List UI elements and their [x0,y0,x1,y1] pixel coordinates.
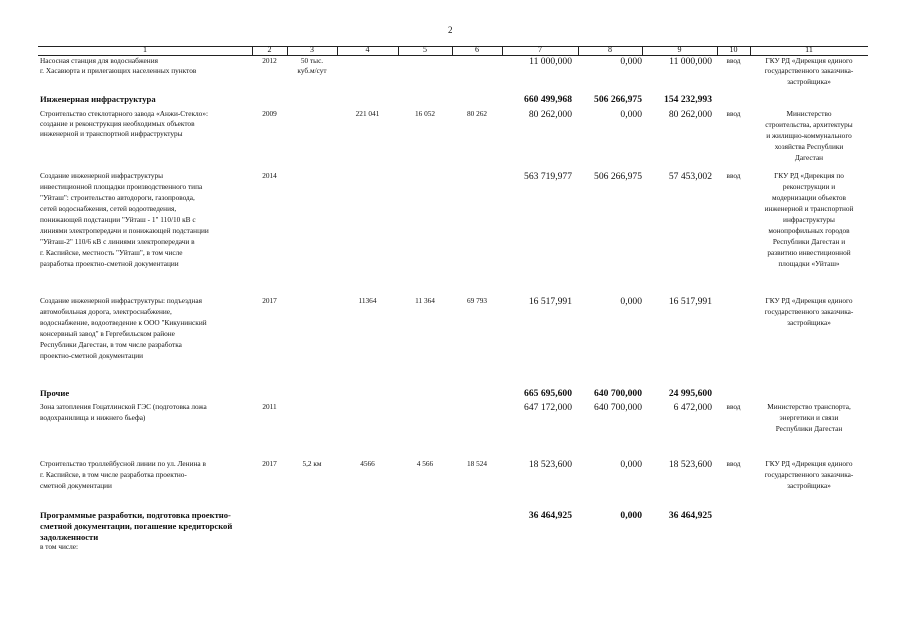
regional-amount: 18 523,600 [668,459,712,470]
work-type: ввод [726,459,741,468]
federal-amount: 0,000 [620,109,642,120]
customer: строительства, архитектуры [765,120,853,129]
col-number: 11 [805,45,813,54]
section-title: Прочие [40,388,70,398]
project-name: инвестиционной площадки производственного типа [40,182,203,191]
customer: государственного заказчика- [764,470,854,479]
customer: и жилищно-коммунального [766,131,852,140]
project-name: проектно-сметной документации [40,351,144,360]
customer: хозяйства Республики [774,142,844,151]
col-number: 1 [143,45,147,54]
project-name: Строительство троллейбусной линии по ул. Ленина в [40,459,206,468]
col-number: 6 [475,45,479,54]
project-name: сетей водоснабжения, сетей водоотведения, [40,204,177,213]
project-name: инженерной и транспортной инфраструктуры [40,129,183,138]
regional-amount: 11 000,000 [669,56,712,67]
section-federal: 506 266,975 [594,94,642,105]
project-name: Насосная станция для водоснабжения [40,56,158,65]
project-name: создание и реконструкция необходимых объектов [40,119,195,128]
customer: ГКУ РД «Дирекция единого [765,296,853,305]
customer: застройщика» [787,77,831,86]
project-name: водоснабжение, водоотведение к ООО "Кикунинский [40,318,207,327]
total-amount: 16 517,991 [528,296,572,307]
project-name: г. Каспийске, в том числе разработка проектно- [40,470,187,479]
cost-col6: 80 262 [466,109,488,118]
section-total: 665 695,600 [524,388,572,399]
total-amount: 11 000,000 [529,56,572,67]
project-name: водохранилища и нижнего бьефа) [40,413,146,422]
customer: площадки «Уйташ» [778,259,840,268]
project-name: "Уйташ": строительство автодороги, газопровода, [40,193,195,202]
project-year: 2017 [262,459,277,468]
cost-col4: 4566 [360,459,375,468]
project-name: консервный завод" в Гергебильском районе [40,329,175,338]
cost-col5: 11 364 [415,296,435,305]
col-number: 9 [677,45,682,54]
customer: реконструкции и [782,182,836,191]
section-regional: 154 232,993 [664,94,712,105]
section-regional: 24 995,600 [668,388,712,399]
project-name: автомобильная дорога, электроснабжение, [40,307,172,316]
project-name: сметной документации [40,481,112,490]
regional-amount: 80 262,000 [668,109,712,120]
federal-amount: 0,000 [620,459,642,470]
total-amount: 18 523,600 [528,459,572,470]
customer: ГКУ РД «Дирекция по [774,171,844,180]
customer: государственного заказчика- [764,66,854,75]
project-year: 2014 [262,171,277,180]
federal-amount: 0,000 [620,56,642,67]
regional-amount: 16 517,991 [668,296,712,307]
project-name: Создание инженерной инфраструктуры: подъездная [40,296,203,305]
customer: Министерство [786,109,832,118]
cost-col4: 11364 [358,296,377,305]
section-title: Программные разработки, подготовка проектно- [40,510,231,520]
customer: Министерство транспорта, [767,402,851,411]
project-name: г. Хасавюрта и прилегающих населенных пунктов [40,66,197,75]
cost-col5: 4 566 [416,459,434,468]
project-name: г. Каспийске, местность "Уйташ", в том числе [40,248,183,257]
project-name: Создание инженерной инфраструктуры [40,171,164,180]
cost-col5: 16 052 [414,109,436,118]
section-title: Инженерная инфраструктура [40,94,156,104]
project-year: 2012 [262,56,277,65]
col-number: 2 [267,45,272,54]
project-name: Зона затопления Гоцатлинской ГЭС (подготовка ложа [40,402,207,411]
project-capacity: 5,2 км [302,459,322,468]
customer: инженерной и транспортной [764,204,854,213]
customer: инфраструктуры [783,215,835,224]
section-title: сметной документации, погашение кредиторской [40,521,233,531]
cost-col4: 221 041 [355,109,380,118]
section-federal: 0,000 [620,510,642,521]
customer: модернизации объектов [772,193,846,202]
total-amount: 80 262,000 [528,109,572,120]
col-number: 3 [310,45,314,54]
work-type: ввод [726,109,741,118]
project-name: понижающей подстанции "Уйташ - 1" 110/10 кВ с [40,215,196,224]
regional-amount: 6 472,000 [673,402,712,413]
project-year: 2017 [262,296,277,305]
customer: энергетики и связи [779,413,839,422]
project-name: Республики Дагестан, в том числе разработка [40,340,182,349]
work-type: ввод [726,402,741,411]
project-year: 2009 [262,109,277,118]
work-type: ввод [726,56,741,65]
work-type: ввод [726,171,741,180]
section-regional: 36 464,925 [668,510,712,521]
section-total: 660 499,968 [524,94,572,105]
regional-amount: 57 453,002 [668,171,712,182]
customer: ГКУ РД «Дирекция единого [765,459,853,468]
section-title: задолженности [40,532,99,542]
total-amount: 647 172,000 [524,402,572,413]
col-number: 10 [729,45,738,54]
federal-amount: 0,000 [620,296,642,307]
section-federal: 640 700,000 [594,388,642,399]
col-number: 7 [538,45,542,54]
project-capacity: куб.м/сут [297,66,327,75]
project-capacity: 50 тыс. [300,56,324,65]
customer: монопрофильных городов [768,226,850,235]
customer: государственного заказчика- [764,307,854,316]
cost-col6: 69 793 [466,296,488,305]
section-total: 36 464,925 [528,510,572,521]
cost-col6: 18 524 [466,459,488,468]
federal-amount: 640 700,000 [594,402,642,413]
col-number: 4 [365,45,370,54]
customer: ГКУ РД «Дирекция единого [765,56,853,65]
total-amount: 563 719,977 [524,171,572,182]
project-name: разработка проектно-сметной документации [40,259,179,268]
customer: Республики Дагестан и [772,237,846,246]
col-number: 5 [423,45,427,54]
customer: застройщика» [787,318,831,327]
customer: Республики Дагестан [775,424,843,433]
customer: застройщика» [787,481,831,490]
customer: развитию инвестиционной [767,248,851,257]
col-number: 8 [608,45,612,54]
section-note: в том числе: [40,542,79,551]
customer: Дагестан [794,153,824,162]
federal-amount: 506 266,975 [594,171,642,182]
project-name: линиями электропередачи и понижающей подстанции [40,226,209,235]
project-name: Строительство стеклотарного завода «Анжи-Стекло»: [40,109,208,118]
page-number: 2 [448,25,453,35]
project-year: 2011 [262,402,277,411]
project-name: "Уйташ-2" 110/6 кВ с линиями электропередачи в [40,237,195,246]
